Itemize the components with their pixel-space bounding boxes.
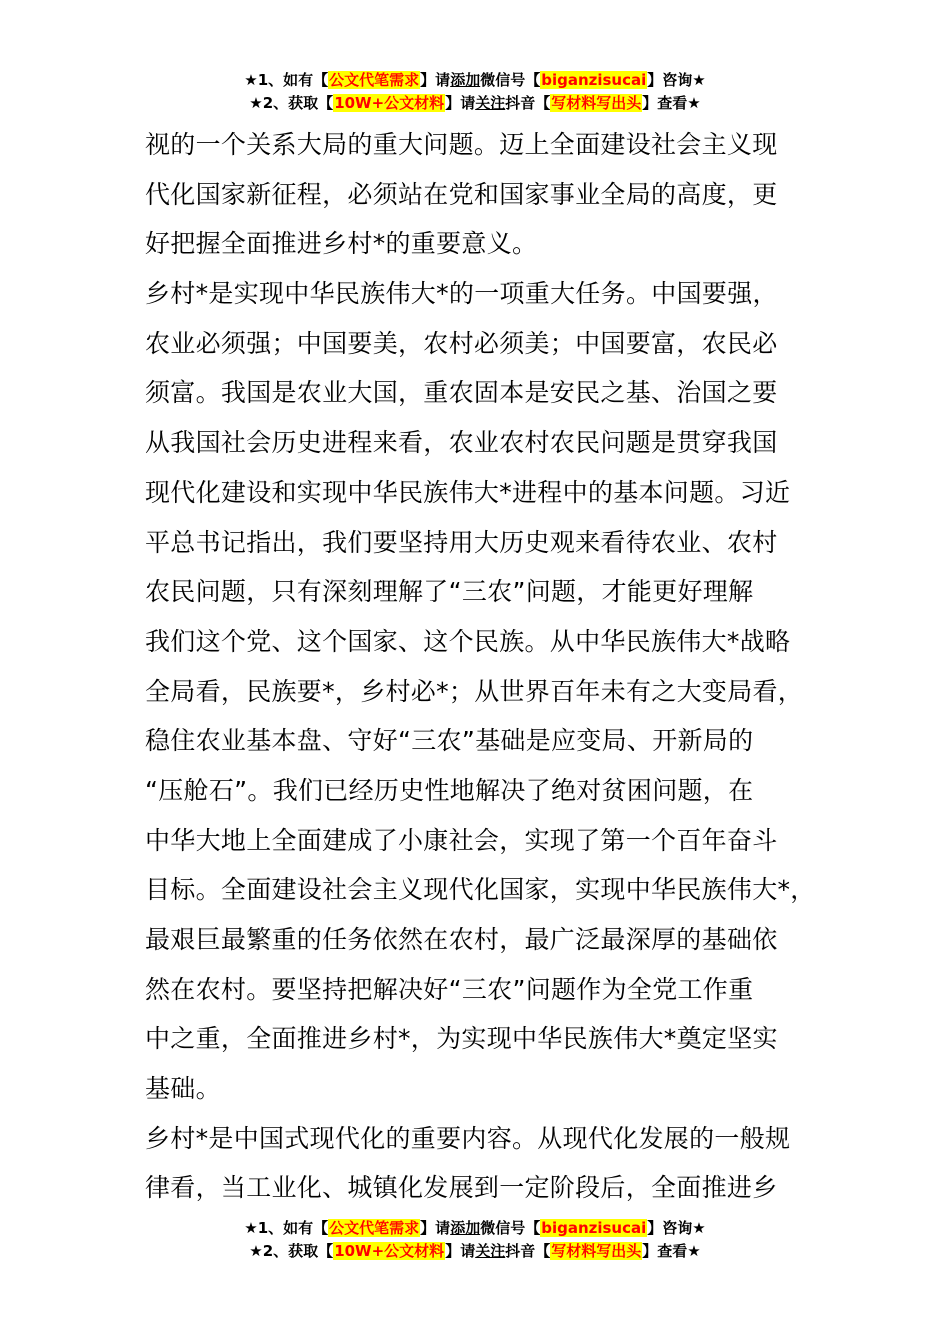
body-line: 中之重，全面推进乡村*，为实现中华民族伟大*奠定坚实 bbox=[145, 1024, 778, 1054]
body-line: 乡村*是实现中华民族伟大*的一项重大任务。中国要强， bbox=[145, 279, 778, 309]
banner-line-1 bbox=[0, 69, 950, 92]
banner-text: 】查看★ bbox=[642, 1242, 701, 1260]
body-line: 农民问题，只有深刻理解了“三农”问题，才能更好理解 bbox=[145, 577, 754, 607]
banner-text: 抖音【 bbox=[505, 1242, 551, 1260]
banner-line-2 bbox=[0, 92, 950, 115]
banner-underline-text: 添加 bbox=[450, 1219, 481, 1237]
banner-text: 微信号【 bbox=[480, 71, 541, 89]
body-line: 律看，当工业化、城镇化发展到一定阶段后，全面推进乡 bbox=[145, 1173, 778, 1203]
body-line: 从我国社会历史进程来看，农业农村农民问题是贯穿我国 bbox=[145, 428, 778, 458]
body-line: “压舱石”。我们已经历史性地解决了绝对贫困问题，在 bbox=[145, 775, 754, 805]
body-line: 全局看，民族要*，乡村必*；从世界百年未有之大变局看， bbox=[145, 676, 804, 706]
body-line: 乡村*是中国式现代化的重要内容。从现代化发展的一般规 bbox=[145, 1123, 791, 1153]
banner-text: 】咨询★ bbox=[647, 1219, 706, 1237]
banner-text: 】咨询★ bbox=[647, 71, 706, 89]
body-line: 现代化建设和实现中华民族伟大*进程中的基本问题。习近 bbox=[145, 477, 791, 507]
banner-text: 微信号【 bbox=[480, 1219, 541, 1237]
body-line: 目标。全面建设社会主义现代化国家，实现中华民族伟大*， bbox=[145, 875, 816, 905]
banner-text: ★1、如有【 bbox=[244, 1219, 329, 1237]
banner-underline-text: 关注 bbox=[475, 94, 506, 112]
banner-text: ★2、获取【 bbox=[249, 94, 334, 112]
document-body bbox=[145, 120, 835, 1213]
body-line: 我们这个党、这个国家、这个民族。从中华民族伟大*战略 bbox=[145, 626, 791, 656]
banner-text: 】请 bbox=[445, 94, 476, 112]
banner-underline-text: 添加 bbox=[450, 71, 481, 89]
header-banner bbox=[0, 69, 950, 115]
body-line: 代化国家新征程，必须站在党和国家事业全局的高度，更 bbox=[145, 179, 778, 209]
banner-text: 】请 bbox=[420, 71, 451, 89]
banner-highlight: 公文代笔需求 bbox=[329, 1219, 420, 1237]
banner-text: 抖音【 bbox=[505, 94, 551, 112]
body-line: 好把握全面推进乡村*的重要意义。 bbox=[145, 229, 538, 259]
banner-text: 】请 bbox=[420, 1219, 451, 1237]
banner-highlight: 10W+公文材料 bbox=[334, 1242, 445, 1260]
footer-banner bbox=[0, 1217, 950, 1263]
banner-line-2 bbox=[0, 1240, 950, 1263]
banner-highlight: biganzisucai bbox=[541, 1219, 647, 1237]
banner-highlight: 写材料写出头 bbox=[551, 1242, 642, 1260]
body-line: 最艰巨最繁重的任务依然在农村，最广泛最深厚的基础依 bbox=[145, 925, 778, 954]
body-line: 然在农村。要坚持把解决好“三农”问题作为全党工作重 bbox=[145, 974, 754, 1004]
banner-text: 】请 bbox=[445, 1242, 476, 1260]
banner-underline-text: 关注 bbox=[475, 1242, 506, 1260]
body-line: 基础。 bbox=[145, 1074, 221, 1104]
banner-highlight: 公文代笔需求 bbox=[329, 71, 420, 89]
body-line: 农业必须强；中国要美，农村必须美；中国要富，农民必 bbox=[145, 328, 778, 358]
banner-highlight: biganzisucai bbox=[541, 71, 647, 89]
banner-highlight: 写材料写出头 bbox=[551, 94, 642, 112]
body-line: 稳住农业基本盘、守好“三农”基础是应变局、开新局的 bbox=[145, 726, 754, 756]
body-line: 视的一个关系大局的重大问题。迈上全面建设社会主义现 bbox=[145, 130, 778, 159]
banner-text: 】查看★ bbox=[642, 94, 701, 112]
banner-highlight: 10W+公文材料 bbox=[334, 94, 445, 112]
body-line: 中华大地上全面建成了小康社会，实现了第一个百年奋斗 bbox=[145, 825, 778, 855]
body-line: 须富。我国是农业大国，重农固本是安民之基、治国之要 bbox=[145, 378, 778, 408]
banner-text: ★1、如有【 bbox=[244, 71, 329, 89]
banner-line-1 bbox=[0, 1217, 950, 1240]
body-line: 平总书记指出，我们要坚持用大历史观来看待农业、农村 bbox=[145, 527, 778, 557]
banner-text: ★2、获取【 bbox=[249, 1242, 334, 1260]
